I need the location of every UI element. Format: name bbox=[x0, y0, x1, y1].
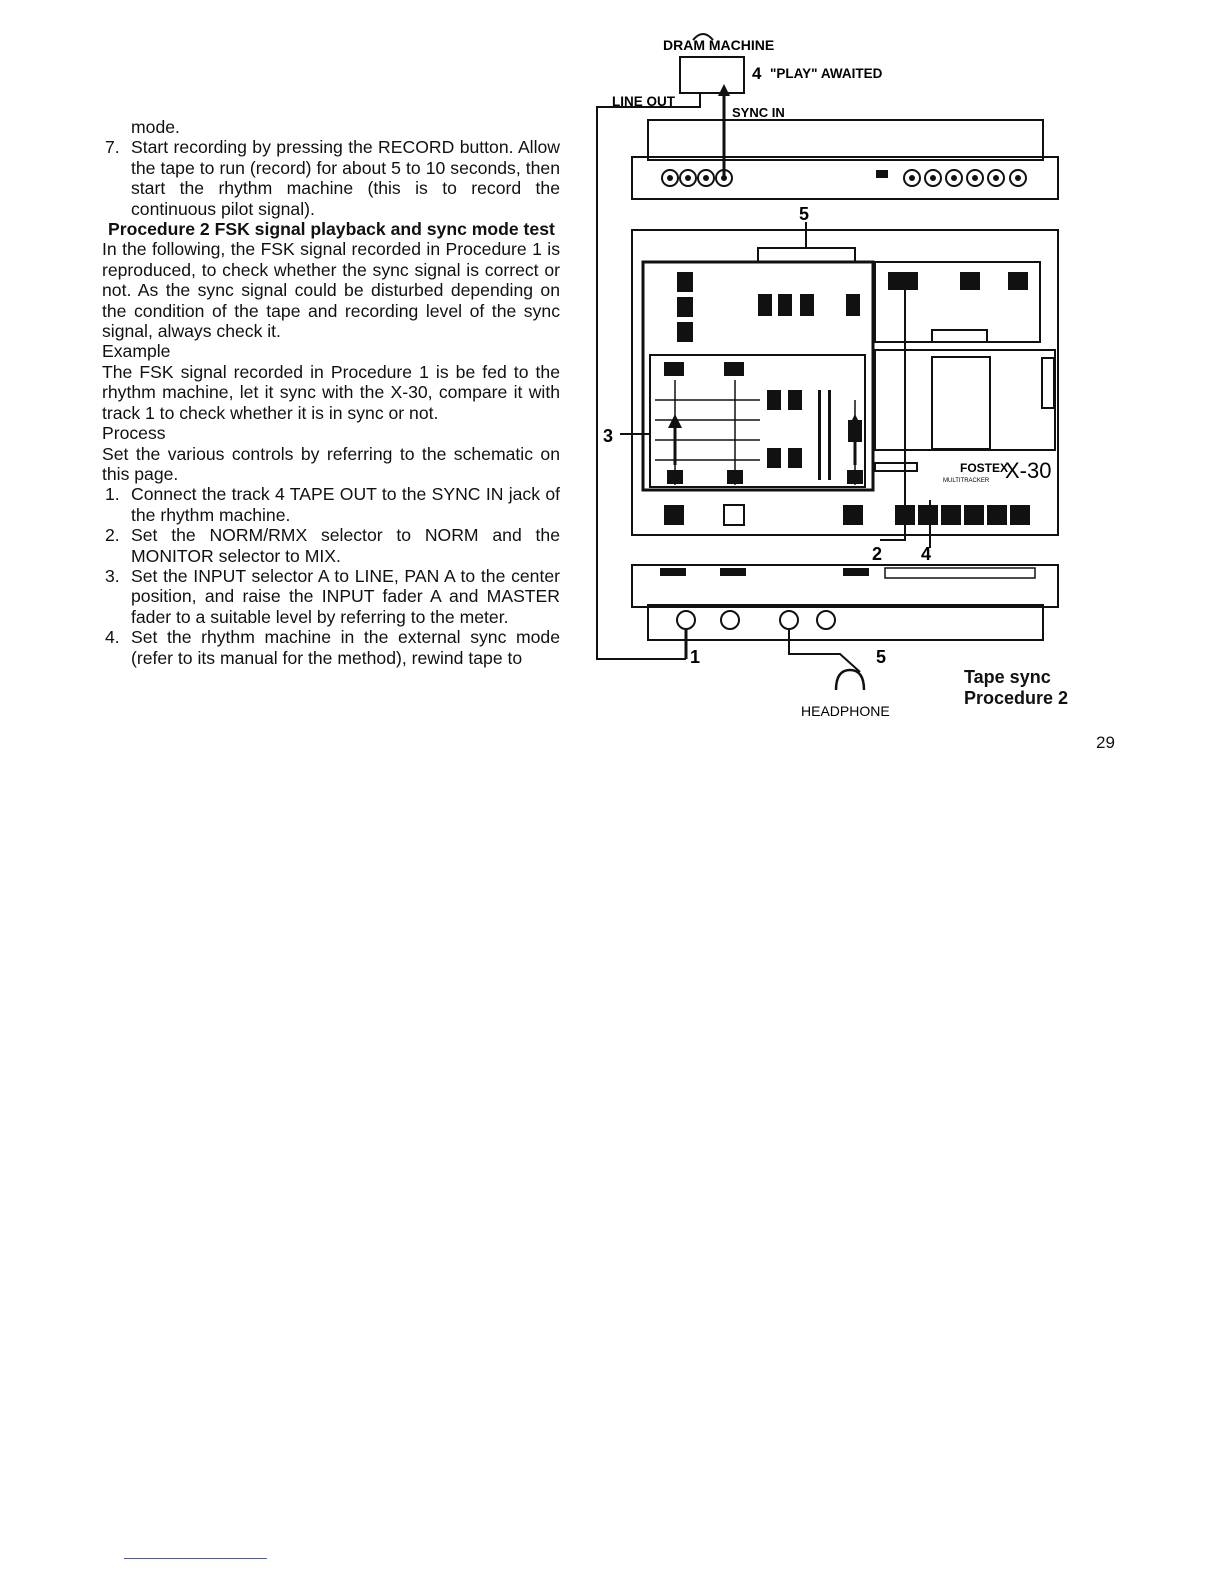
footnote-rule bbox=[124, 1558, 267, 1559]
fader-tracks bbox=[655, 380, 855, 485]
step-3 bbox=[102, 566, 560, 627]
headphone-icon bbox=[836, 670, 864, 690]
callout-2: 2 bbox=[872, 544, 883, 564]
front-jacks bbox=[677, 611, 835, 629]
example-label: Example bbox=[102, 341, 171, 362]
front-strip bbox=[885, 568, 1035, 578]
caption-line-2: Procedure 2 bbox=[964, 688, 1069, 708]
paragraph-mode: mode. bbox=[131, 117, 180, 137]
counter-display bbox=[932, 330, 987, 342]
cassette-window bbox=[932, 357, 990, 449]
level-meter bbox=[818, 390, 831, 480]
play-awaited-label: "PLAY" AWAITED bbox=[770, 66, 883, 81]
step-2 bbox=[102, 525, 560, 566]
step-number: 3. bbox=[105, 565, 120, 586]
page-number: 29 bbox=[1096, 733, 1115, 752]
body-text-column bbox=[102, 117, 560, 668]
callout-3: 3 bbox=[603, 426, 614, 446]
step-text: Connect the track 4 TAPE OUT to the SYNC IN jack of the rhythm machine. bbox=[131, 484, 560, 525]
callout-5-bracket bbox=[758, 222, 855, 262]
step-text: Set the INPUT selector A to LINE, PAN A to the center position, and raise the INPUT fader A and MASTER fader to a suitable level by referring to the meter. bbox=[131, 565, 560, 627]
drum-machine-label: DRAM MACHINE bbox=[663, 37, 775, 53]
process-label: Process bbox=[102, 423, 166, 444]
step-number: 2. bbox=[105, 525, 120, 546]
callout-4: 4 bbox=[921, 544, 932, 564]
model-logo: X-30 bbox=[1005, 458, 1052, 483]
example-paragraph: The FSK signal recorded in Procedure 1 is be fed to the rhythm machine, let it sync with the X-30, compare it with track 1 to check whether it is in sync or not. bbox=[102, 361, 560, 423]
caption-line-1: Tape sync bbox=[964, 667, 1051, 687]
brand-logo: FOSTEX bbox=[960, 461, 1009, 475]
mixer-knobs bbox=[664, 272, 1028, 468]
figure-caption bbox=[964, 667, 1068, 709]
callout-5-bottom: 5 bbox=[876, 647, 887, 667]
step-number: 7. bbox=[105, 137, 120, 158]
headphone-label: HEADPHONE bbox=[801, 703, 890, 719]
rear-jacks bbox=[662, 170, 1026, 186]
brand-strip bbox=[875, 463, 917, 471]
cassette-bay bbox=[875, 350, 1055, 450]
step-text: Set the rhythm machine in the external sync mode (refer to its manual for the method), rewind tape to bbox=[131, 627, 560, 668]
play-awaited-number: 4 bbox=[752, 64, 762, 83]
step-number: 4. bbox=[105, 627, 120, 648]
step-text: Start recording by pressing the RECORD button. Allow the tape to run (record) for about 5 to 10 seconds, then start the rhythm machine (this is to record the continuous pilot signal). bbox=[131, 137, 560, 219]
rear-switch bbox=[876, 170, 888, 178]
drum-machine-box bbox=[680, 57, 744, 93]
tape-sync-schematic bbox=[590, 30, 1080, 720]
model-subtitle: MULTITRACKER bbox=[943, 478, 990, 484]
monitor-selector bbox=[724, 505, 744, 525]
tape-counter bbox=[1042, 358, 1054, 408]
fader-knobs bbox=[667, 470, 863, 484]
front-panel-lower bbox=[648, 605, 1043, 640]
action-arrows bbox=[668, 84, 862, 659]
intro-paragraph: In the following, the FSK signal recorded in Procedure 1 is reproduced, to check whether the sync signal is correct or not. As the sync signal could be disturbed depending on the condition of the tape and recording level of the sync signal, always check it. bbox=[102, 239, 560, 342]
section-heading: Procedure 2 FSK signal playback and sync mode test bbox=[108, 219, 555, 240]
step-7 bbox=[102, 137, 560, 219]
step-number: 1. bbox=[105, 484, 120, 505]
callout-1: 1 bbox=[690, 647, 701, 667]
step-4 bbox=[102, 627, 560, 668]
process-paragraph: Set the various controls by referring to the schematic on this page. bbox=[102, 443, 560, 484]
step-text: Set the NORM/RMX selector to NORM and the MONITOR selector to MIX. bbox=[131, 525, 560, 566]
sync-in-label: SYNC IN bbox=[732, 105, 785, 120]
step-1 bbox=[102, 484, 560, 525]
callout-5-top: 5 bbox=[799, 204, 810, 224]
line-out-label: LINE OUT bbox=[612, 94, 675, 109]
rear-panel-top bbox=[648, 120, 1043, 160]
